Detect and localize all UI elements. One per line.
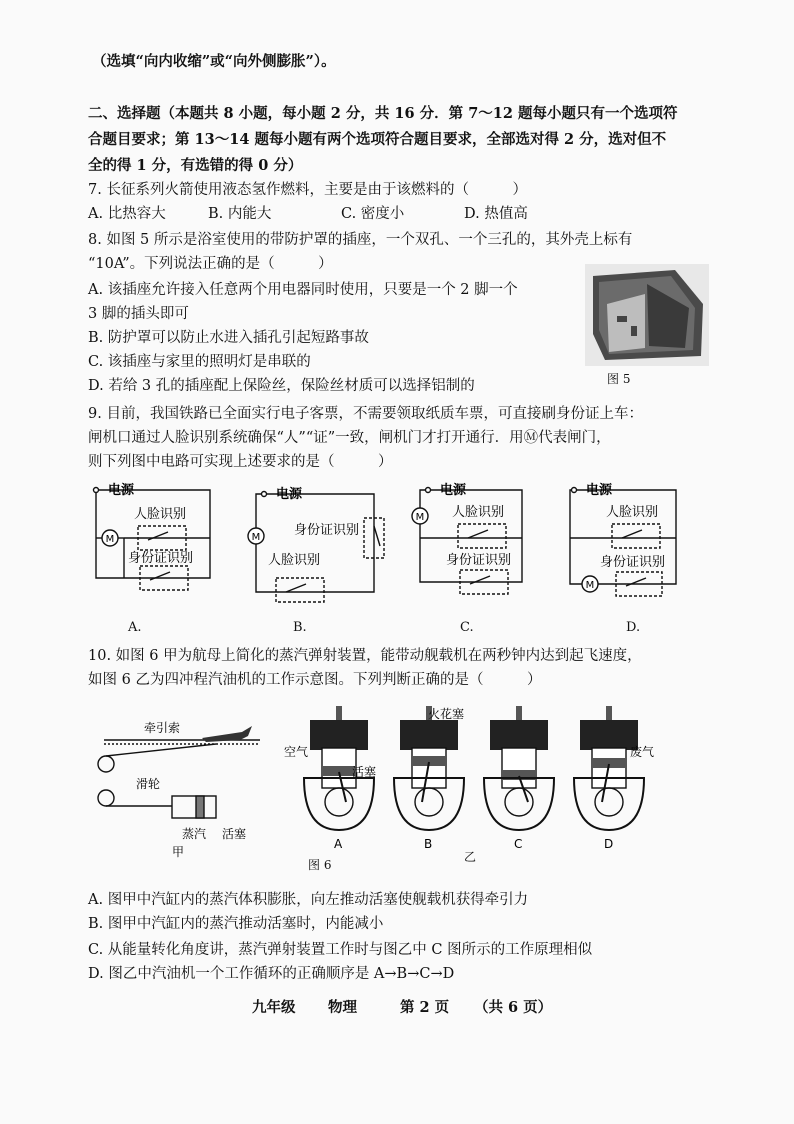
q7-option-c: C. 密度小 (341, 206, 405, 222)
power-label: 电源 (108, 483, 135, 498)
q8-option-d: D. 若给 3 孔的插座配上保险丝，保险丝材质可以选择铝制的 (88, 378, 475, 394)
circuit-a (88, 478, 238, 608)
q10-option-c: C. 从能量转化角度讲，蒸汽弹射装置工作时与图乙中 C 图所示的工作原理相似 (88, 942, 593, 958)
motor-icon: M (585, 580, 595, 591)
section-heading-line2: 合题目要求；第 13～14 题每小题有两个选项符合题目要求，全部选对得 2 分，选对但不 (88, 131, 667, 148)
steam-label: 蒸汽 (182, 827, 207, 841)
footer-grade: 九年级 (252, 999, 296, 1016)
engine-a-label: A (334, 837, 343, 851)
engine-d (574, 706, 644, 830)
motor-icon: M (415, 512, 425, 523)
section-heading-line3: 全的得 1 分，有选错的得 0 分） (88, 157, 303, 174)
id-switch-label: 身份证识别 (294, 523, 360, 538)
socket-photo (585, 264, 709, 366)
footer-page: 第 2 页 (400, 999, 450, 1016)
circuit-c (406, 478, 556, 608)
footer-total: （共 6 页） (474, 999, 553, 1016)
pulley-label: 滑轮 (136, 777, 161, 791)
q7-stem: 7. 长征系列火箭使用液态氢作燃料，主要是由于该燃料的（ ） (88, 182, 527, 198)
jia-label: 甲 (172, 845, 185, 858)
circuit-d (560, 478, 710, 608)
circuit-d-option: D. (626, 620, 641, 635)
figure5-caption: 图 5 (607, 372, 631, 386)
power-label: 电源 (440, 483, 467, 498)
piston-label: 活塞 (222, 827, 247, 841)
circuit-b (242, 482, 392, 608)
rope-label: 牵引索 (144, 721, 181, 735)
q9-stem-line1: 9. 目前，我国铁路已全面实行电子客票，不需要领取纸质车票，可直接刷身份证上车： (88, 406, 643, 422)
circuit-a-option: A. (128, 620, 142, 635)
q10-option-d: D. 图乙中汽油机一个工作循环的正确顺序是 A→B→C→D (88, 966, 455, 982)
q8-stem-line1: 8. 如图 5 所示是浴室使用的带防护罩的插座，一个双孔、一个三孔的，其外壳上标有 (88, 232, 633, 248)
engine-c-label: C (514, 837, 523, 851)
q9-stem-line2: 闸机口通过人脸识别系统确保“人”“证”一致，闸机门才打开通行．用Ⓜ代表闸门， (88, 430, 611, 446)
exhaust-label: 废气 (630, 745, 655, 759)
spark-plug-label: 火花塞 (428, 707, 465, 721)
q9-stem-line3: 则下列图中电路可实现上述要求的是（ ） (88, 454, 393, 470)
circuit-b-option: B. (293, 620, 307, 635)
steam-catapult-diagram (92, 708, 272, 858)
q8-option-a-line2: 3 脚的插头即可 (88, 306, 189, 322)
q8-stem-line2: “10A”。下列说法正确的是（ ） (88, 256, 333, 272)
engine-c (484, 706, 554, 830)
yi-label: 乙 (464, 850, 477, 864)
q10-option-a: A. 图甲中汽缸内的蒸汽体积膨胀，向左推动活塞使舰载机获得牵引力 (88, 892, 529, 908)
motor-icon: M (251, 532, 261, 543)
face-switch-label: 人脸识别 (134, 507, 187, 522)
id-switch-label: 身份证识别 (600, 555, 666, 570)
figure6-caption: 图 6 (308, 858, 332, 872)
power-label: 电源 (276, 487, 303, 502)
q7-option-a: A. 比热容大 (88, 206, 166, 222)
q10-option-b: B. 图甲中汽缸内的蒸汽推动活塞时，内能减小 (88, 916, 384, 932)
circuit-c-option: C. (460, 620, 474, 635)
fill-instruction: （选填“向内收缩”或“向外侧膨胀”）。 (92, 53, 336, 70)
footer-subject: 物理 (328, 999, 357, 1016)
power-label: 电源 (586, 483, 613, 498)
face-switch-label: 人脸识别 (606, 505, 659, 520)
face-switch-label: 人脸识别 (268, 553, 321, 568)
q7-option-b: B. 内能大 (208, 206, 272, 222)
q7-option-d: D. 热值高 (464, 206, 528, 222)
q10-stem-line1: 10. 如图 6 甲为航母上简化的蒸汽弹射装置，能带动舰载机在两秒钟内达到起飞速度， (88, 648, 642, 664)
q10-stem-line2: 如图 6 乙为四冲程汽油机的工作示意图。下列判断正确的是（ ） (88, 672, 542, 688)
id-switch-label: 身份证识别 (446, 553, 512, 568)
air-label: 空气 (284, 745, 309, 759)
engine-b (394, 706, 464, 830)
q8-option-a-line1: A. 该插座允许接入任意两个用电器同时使用，只要是一个 2 脚一个 (88, 282, 518, 298)
engine-b-label: B (424, 837, 433, 851)
section-heading-line1: 二、选择题（本题共 8 小题，每小题 2 分，共 16 分．第 7～12 题每小题只有一个选项符 (88, 105, 678, 122)
motor-icon: M (105, 534, 115, 545)
engine-d-label: D (604, 837, 614, 851)
engine-strokes-diagram (282, 698, 662, 858)
id-switch-label: 身份证识别 (128, 551, 194, 566)
piston-engine-label: 活塞 (352, 765, 377, 779)
q8-option-b: B. 防护罩可以防止水进入插孔引起短路事故 (88, 330, 369, 346)
face-switch-label: 人脸识别 (452, 505, 505, 520)
q8-option-c: C. 该插座与家里的照明灯是串联的 (88, 354, 311, 370)
